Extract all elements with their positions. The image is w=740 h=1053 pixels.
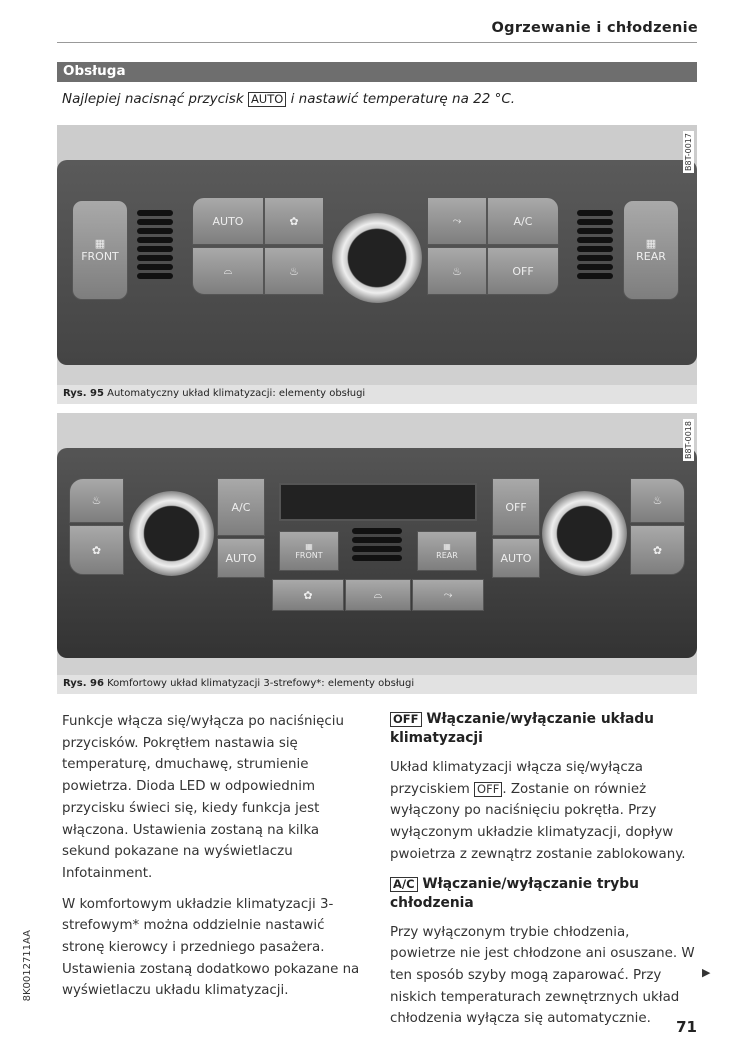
display xyxy=(279,483,477,521)
off-button[interactable]: OFF xyxy=(487,247,559,295)
figure-code: B8T-0017 xyxy=(684,133,693,171)
auto-left-button[interactable]: AUTO xyxy=(217,538,265,578)
right-vent xyxy=(577,210,613,279)
seat-heat-left-button[interactable]: ♨ xyxy=(264,247,324,295)
airflow-button[interactable]: ⤳ xyxy=(412,579,484,611)
right-temperature-knob[interactable] xyxy=(542,491,627,576)
off-heading: OFF Włączanie/wyłączanie układu klimatyzacji xyxy=(390,711,654,746)
seat-heat-right-button[interactable]: ♨ xyxy=(427,247,487,295)
triangle-right-icon: ▶ xyxy=(702,966,711,979)
section-title: Obsługa xyxy=(57,62,697,82)
fan-button[interactable]: ✿ xyxy=(272,579,344,611)
seat-vent-right-button[interactable]: ✿ xyxy=(630,525,685,575)
center-vent xyxy=(352,528,402,561)
auto-right-button[interactable]: AUTO xyxy=(492,538,540,578)
auto-key: AUTO xyxy=(248,92,286,107)
airflow-button[interactable]: ⤳ xyxy=(427,197,487,245)
document-code: 8K0012711AA xyxy=(22,930,33,1002)
seat-heat-left-button[interactable]: ♨ xyxy=(69,478,124,523)
off-key: OFF xyxy=(390,712,422,727)
left-temperature-knob[interactable] xyxy=(129,491,214,576)
paragraph: W komfortowym układzie klimatyzacji 3-strefowym* można oddzielnie nastawić stronę kierowcy i przedniego pasażera. Ustawienia zostaną dodatkowo pokazane na wyświetlaczu układu klimatyzacji. xyxy=(62,896,360,999)
page-number: 71 xyxy=(676,1018,697,1036)
figure-95-caption: Rys. 95 Automatyczny układ klimatyzacji: elementy obsługi xyxy=(57,385,697,404)
recirculation-button[interactable]: ⌓ xyxy=(345,579,411,611)
header-rule xyxy=(57,42,697,43)
figure-code: B8T-0018 xyxy=(684,421,693,459)
ac-button[interactable]: A/C xyxy=(217,478,265,536)
front-defrost-button[interactable]: ▦ FRONT xyxy=(72,200,128,300)
left-vent xyxy=(137,210,173,279)
dash-top xyxy=(57,125,697,165)
ac-key: A/C xyxy=(390,877,418,892)
right-column xyxy=(390,710,698,1039)
recirculation-button[interactable]: ⌓ xyxy=(192,247,264,295)
figure-96-caption: Rys. 96 Komfortowy układ klimatyzacji 3-strefowy*: elementy obsługi xyxy=(57,675,697,694)
figure-95 xyxy=(57,125,697,385)
ac-heading: A/C Włączanie/wyłączanie trybu chłodzenia xyxy=(390,875,639,911)
rear-defrost-button[interactable]: ▦ REAR xyxy=(623,200,679,300)
paragraph: Funkcje włącza się/wyłącza po naciśnięciu przycisków. Pokrętłem nastawia się temperaturę, dmuchawę, strumienie powietrza. Dioda LED w odpowiednim przycisku świeci się, kiedy funkcja jest włączona. Ustawienia zostaną na kilka sekund pokazane na wyświetlaczu Infotainment. xyxy=(62,714,344,881)
running-header: Ogrzewanie i chłodzenie xyxy=(491,20,698,36)
off-paragraph: Układ klimatyzacji włącza się/wyłącza przyciskiem OFF . Zostanie on również wyłączony po naciśnięciu pokrętła. Przy wyłączonym układzie klimatyzacji, dopływ pwoietrza z zewnątrz zostanie zablokowany. xyxy=(390,760,686,862)
seat-vent-left-button[interactable]: ✿ xyxy=(69,525,124,575)
ac-button[interactable]: A/C xyxy=(487,197,559,245)
seat-heat-right-button[interactable]: ♨ xyxy=(630,478,685,523)
temperature-knob[interactable] xyxy=(332,213,422,303)
fan-button[interactable]: ✿ xyxy=(264,197,324,245)
off-button[interactable]: OFF xyxy=(492,478,540,536)
front-defrost-button[interactable]: ▦ FRONT xyxy=(279,531,339,571)
left-column xyxy=(62,711,368,1011)
ac-paragraph: Przy wyłączonym trybie chłodzenia, powietrze nie jest chłodzone ani osuszane. W ten sposób szyby mogą zaparować. Przy niskich temperaturach zewnętrznych układ chłodzenia wyłącza się automatycznie. xyxy=(390,924,695,1027)
figure-96 xyxy=(57,413,697,675)
intro-text: Najlepiej nacisnąć przycisk AUTO i nastawić temperaturę na 22 °C. xyxy=(62,91,516,107)
rear-defrost-button[interactable]: ▦ REAR xyxy=(417,531,477,571)
auto-button[interactable]: AUTO xyxy=(192,197,264,245)
